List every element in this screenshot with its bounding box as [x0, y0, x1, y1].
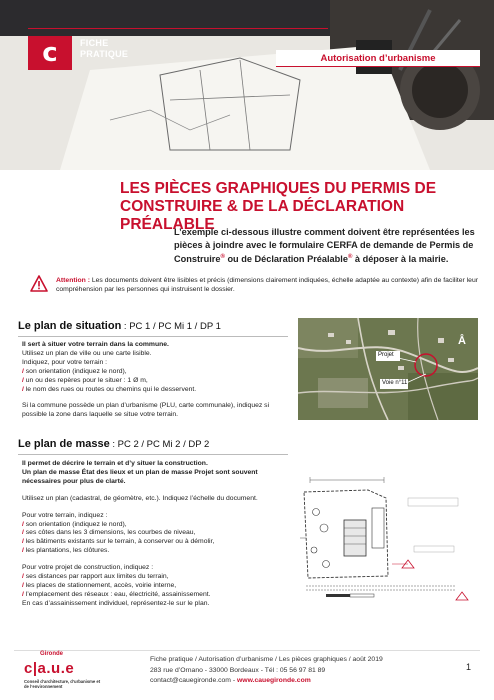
attention-label: Attention :: [56, 277, 90, 284]
logo-letter: c: [42, 38, 58, 68]
situation-codes: : PC 1 / PC Mi 1 / DP 1: [121, 321, 221, 332]
masse-title: Le plan de masse: [18, 438, 110, 450]
list-item: / l’emplacement des réseaux : eau, électricité, assainissement.: [22, 590, 211, 598]
footer-email[interactable]: contact@cauegironde.com -: [150, 677, 237, 684]
intro-text-2: ou de Déclaration Préalable: [224, 254, 348, 265]
footer-info: [150, 655, 450, 687]
list-item: / les bâtiments existants sur le terrain, à conserver ou à démolir,: [22, 538, 215, 546]
situation-note: Si la commune possède un plan d’urbanisme (PLU, carte communale), indiquez si possible la zone dans laquelle se situe votre terrain.: [22, 402, 270, 419]
map-label-voie: Voie n°11: [382, 380, 408, 386]
intro-paragraph: [174, 226, 480, 266]
footer-rule: [14, 650, 480, 651]
fiche-pratique-label: [80, 38, 128, 60]
footer-line-1: Fiche pratique / Autorisation d’urbanisme / Les pièces graphiques / août 2019: [150, 656, 383, 663]
hero-photo: [0, 0, 494, 170]
registered-mark: ®: [347, 254, 353, 260]
category-tag: Autorisation d’urbanisme: [276, 50, 480, 67]
aerial-map-image: [298, 318, 478, 420]
caue-c-logo: [28, 36, 72, 70]
situation-rule: [18, 336, 288, 337]
masse-body: [22, 460, 288, 609]
title-line-2: CONSTRUIRE & DE LA DÉCLARATION PRÉALABLE: [120, 198, 405, 233]
warning-icon: [30, 275, 48, 292]
situation-lead: Il sert à situer votre terrain dans la commune.: [22, 341, 169, 348]
registered-mark: ®: [220, 254, 225, 260]
footer-line-3: [150, 676, 450, 687]
masse-rule: [18, 454, 288, 455]
map-label-projet: Projet: [378, 352, 394, 358]
intro-text-1: L’exemple ci-dessous illustre comment doivent être représentées les pièces à joindre avec le formulaire CERFA de demande de Permis de Construire: [174, 227, 475, 265]
masse-lead-1: Il permet de décrire le terrain et d’y situer la construction.: [22, 460, 208, 467]
page-number: 1: [466, 662, 472, 672]
site-plan-drawing: [296, 468, 482, 610]
fiche-line-1: FICHE: [80, 38, 109, 48]
attention-note: [56, 276, 480, 294]
masse-line-1: Utilisez un plan (cadastral, de géomètre, etc.). Indiquez l’échelle du document.: [22, 494, 258, 502]
list-item: / les plantations, les clôtures.: [22, 547, 110, 555]
situation-line-2: Indiquez, pour votre terrain :: [22, 358, 108, 366]
intro-text-3: à déposer à la mairie.: [352, 254, 449, 265]
masse-heading: [18, 438, 209, 450]
masse-note: En cas d’assainissement individuel, représentez-le sur le plan.: [22, 599, 210, 607]
site-plan-svg: [296, 468, 482, 610]
situation-map: [298, 318, 478, 420]
footer-gironde: Gironde: [40, 651, 64, 657]
situation-heading: [18, 320, 221, 332]
title-line-1: LES PIÈCES GRAPHIQUES DU PERMIS DE: [120, 180, 437, 197]
caue-logo-subtitle: Conseil d’architecture, d’urbanisme et de l’environnement: [24, 679, 101, 689]
svg-text:Å: Å: [458, 335, 466, 347]
list-item: / ses distances par rapport aux limites du terrain,: [22, 573, 169, 581]
caue-logo: c|a.u.e: [24, 660, 75, 677]
attention-text: Les documents doivent être lisibles et précis (dimensions clairement indiquées, échelle adaptée au contexte) afin de faciliter leur compréhension par les personnes qui instruisent le dossier.: [56, 277, 478, 293]
list-item: / un ou des repères pour le situer : 1 Ø m,: [22, 376, 148, 384]
hero-header: [0, 0, 494, 170]
footer-website-link[interactable]: www.cauegironde.com: [237, 677, 311, 684]
masse-line-3: Pour votre projet de construction, indiquez :: [22, 564, 154, 572]
situation-line-1: Utilisez un plan de ville ou une carte lisible.: [22, 349, 152, 357]
list-item: / son orientation (indiquez le nord),: [22, 367, 127, 375]
situation-title: Le plan de situation: [18, 320, 122, 332]
situation-body: [22, 341, 288, 420]
masse-codes: : PC 2 / PC Mi 2 / DP 2: [109, 439, 210, 450]
header-rule: [28, 28, 328, 29]
list-item: / les places de stationnement, accès, voirie interne,: [22, 581, 177, 589]
list-item: / le nom des rues ou routes ou chemins qui le desservent.: [22, 385, 197, 393]
masse-line-2: Pour votre terrain, indiquez :: [22, 511, 108, 519]
footer-line-2: 283 rue d’Ornano - 33000 Bordeaux - Tél : 05 56 97 81 89: [150, 666, 326, 674]
list-item: / son orientation (indiquez le nord),: [22, 520, 127, 528]
masse-lead-2: Un plan de masse État des lieux et un plan de masse Projet sont souvent nécessaires pour plus de clarté.: [22, 468, 258, 485]
list-item: / ses côtes dans les 3 dimensions, les courbes de niveau,: [22, 529, 196, 537]
fiche-line-2: PRATIQUE: [80, 49, 129, 59]
